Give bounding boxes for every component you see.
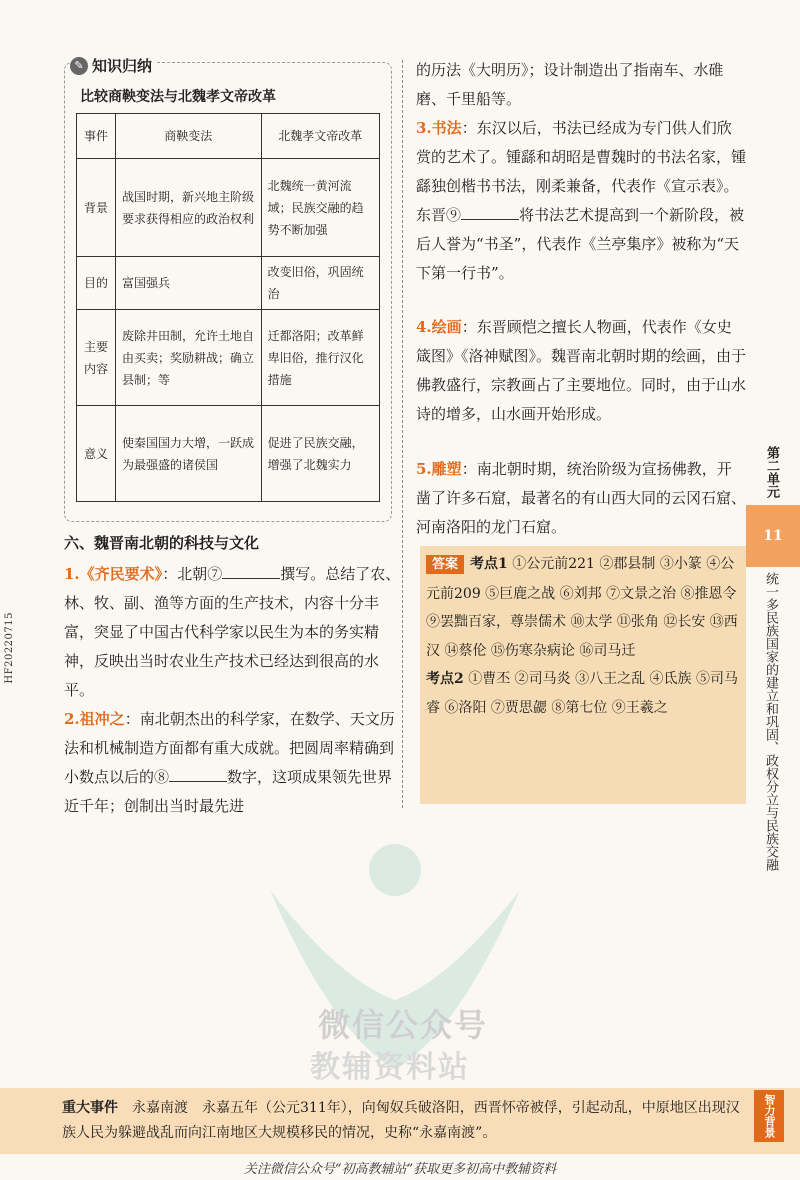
- table-row: [77, 159, 380, 257]
- knowledge-title: 知识归纳: [92, 57, 153, 75]
- answer-k2: ①曹丕 ②司马炎 ③八王之乱 ④氐族 ⑤司马睿 ⑥洛阳 ⑦贾思勰 ⑧第七位 ⑨王羲之: [426, 671, 739, 716]
- knowledge-header: [70, 55, 156, 76]
- item-heading: 绘画: [431, 318, 462, 336]
- table-cell: 战国时期，新兴地主阶级要求获得相应的政治权利: [116, 159, 262, 257]
- fill-blank[interactable]: [461, 205, 519, 220]
- table-cell: 废除井田制，允许土地自由买卖；奖励耕战；确立县制；等: [116, 310, 262, 406]
- table-row: [77, 257, 380, 310]
- zhili-tag: 智力背景: [754, 1090, 784, 1142]
- item-text: ：南北朝时期，统治阶级为宣扬佛教，开凿了许多石窟，最著名的有山西大同的云冈石窟、河南洛阳的龙门石窟。: [416, 460, 747, 536]
- item-text: ：北朝⑦: [162, 565, 223, 583]
- table-header: 北魏孝文帝改革: [261, 114, 379, 159]
- knowledge-subtitle: 比较商鞅变法与北魏孝文帝改革: [80, 89, 276, 105]
- answer-tag: 答案: [426, 555, 464, 574]
- item-text: ：东汉以后，书法已经成为专门供人们欣赏的艺术了。锺繇和胡昭是曹魏时的书法名家，锺繇独创楷书书法，刚柔兼备，代表作《宣示表》。东晋⑨: [416, 119, 747, 224]
- page-number: 11: [746, 505, 800, 567]
- answer-k1: ①公元前221 ②郡县制 ③小篆 ④公元前209 ⑤巨鹿之战 ⑥刘邦 ⑦文景之治 ⑧推恩令 ⑨罢黜百家，尊崇儒术 ⑩太学 ⑪张角 ⑫长安 ⑬西汉 ⑭蔡伦 ⑮伤寒杂病论 ⑯司马迁: [426, 556, 738, 659]
- fill-blank[interactable]: [169, 767, 227, 782]
- bottom-label: 重大事件: [62, 1100, 118, 1116]
- section-title: 六、魏晋南北朝的科技与文化: [64, 534, 260, 552]
- paragraph-sculpture: [416, 455, 746, 542]
- table-cell: 使秦国国力大增，一跃成为最强盛的诸侯国: [116, 406, 262, 502]
- fill-blank[interactable]: [222, 564, 280, 579]
- item-heading: 《齐民要术》: [79, 565, 163, 583]
- watermark-line1: 微信公众号: [318, 1006, 489, 1044]
- item-text: 数字，这项成果领先世界近千年；创制出当时最先进: [64, 768, 393, 815]
- paragraph-zuchongzhi: [64, 705, 404, 821]
- unit-label: 第二单元: [764, 446, 779, 498]
- paragraph-continuation: 的历法《大明历》；设计制造出了指南车、水碓磨、千里船等。: [416, 61, 724, 108]
- table-header: 商鞅变法: [116, 114, 262, 159]
- item-number: 4.: [416, 318, 432, 336]
- table-cell: 迁都洛阳；改革鲜卑旧俗，推行汉化措施: [261, 310, 379, 406]
- answer-k1-label: 考点1: [470, 556, 508, 572]
- table-cell: 促进了民族交融，增强了北魏实力: [261, 406, 379, 502]
- item-heading: 祖冲之: [79, 710, 125, 728]
- item-number: 2.: [64, 710, 80, 728]
- item-text: 将书法艺术提高到一个新阶段，被后人誉为“书圣”，代表作《兰亭集序》被称为“天下第一行书”。: [416, 206, 745, 282]
- table-cell: 改变旧俗，巩固统治: [261, 257, 379, 310]
- pencil-icon: ✎: [70, 57, 88, 75]
- item-text: ：东晋顾恺之擅长人物画，代表作《女史箴图》《洛神赋图》。魏晋南北朝时期的绘画，由于佛教盛行，宗教画占了主要地位。同时，由于山水诗的增多，山水画开始形成。: [416, 318, 747, 423]
- table-cell: 主要内容: [77, 310, 116, 406]
- paragraph-painting: [416, 313, 746, 429]
- footer-note: 关注微信公众号“初高教辅站”获取更多初高中教辅资料: [243, 1162, 557, 1177]
- table-header-row: [77, 114, 380, 159]
- comparison-table: [76, 113, 380, 502]
- item-heading: 书法: [431, 119, 462, 137]
- table-cell: 北魏统一黄河流域；民族交融的趋势不断加强: [261, 159, 379, 257]
- paragraph-qiminyaoshu: [64, 560, 404, 705]
- paragraph-calligraphy: [416, 114, 746, 288]
- bottom-text: 永嘉南渡 永嘉五年（公元311年），向匈奴兵破洛阳，西晋怀帝被俘，引起动乱，中原地区出现汉族人民为躲避战乱而向江南地区大规模移民的情况，史称“永嘉南渡”。: [62, 1100, 740, 1141]
- table-header: 事件: [77, 114, 116, 159]
- item-text: 撰写。总结了农、林、牧、副、渔等方面的生产技术，内容十分丰富，突显了中国古代科学家以民生为本的务实精神，反映出当时农业生产技术已经达到很高的水平。: [64, 565, 401, 699]
- table-cell: 意义: [77, 406, 116, 502]
- item-heading: 雕塑: [431, 460, 462, 478]
- bottom-event-text: [62, 1096, 748, 1146]
- item-number: 5.: [416, 460, 432, 478]
- item-number: 1.: [64, 565, 80, 583]
- table-cell: 富国强兵: [116, 257, 262, 310]
- serial-number: HF20220715: [4, 612, 15, 684]
- table-cell: 背景: [77, 159, 116, 257]
- answer-text: [426, 550, 742, 722]
- watermark-line2: 教辅资料站: [310, 1050, 470, 1085]
- item-number: 3.: [416, 119, 432, 137]
- table-row: [77, 310, 380, 406]
- column-divider: [402, 60, 403, 808]
- table-row: [77, 406, 380, 502]
- unit-title: 统一多民族国家的建立和巩固、政权分立与民族交融: [763, 572, 778, 871]
- item-text: ：南北朝杰出的科学家，在数学、天文历法和机械制造方面都有重大成就。把圆周率精确到小数点以后的⑧: [64, 710, 395, 786]
- table-cell: 目的: [77, 257, 116, 310]
- answer-k2-label: 考点2: [426, 671, 464, 687]
